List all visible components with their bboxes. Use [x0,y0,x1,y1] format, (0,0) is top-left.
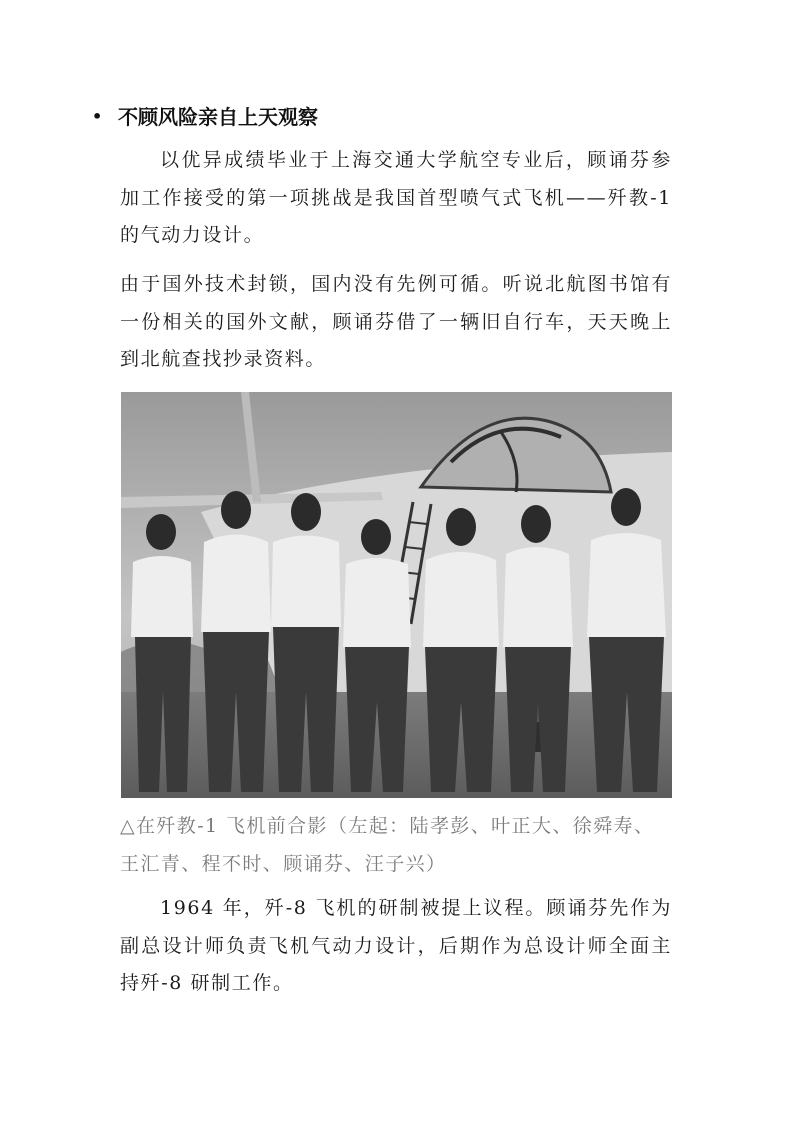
paragraph-library: 由于国外技术封锁，国内没有先例可循。听说北航图书馆有一份相关的国外文献，顾诵芬借了一辆旧自行车，天天晚上到北航查找抄录资料。 [120,273,672,370]
section-heading [92,100,692,134]
section-heading-text: 不顾风险亲自上天观察 [118,105,318,129]
group-photo [121,392,672,798]
paragraph-graduation: 以优异成绩毕业于上海交通大学航空专业后，顾诵芬参加工作接受的第一项挑战是我国首型喷气式飞机——歼教-1 的气动力设计。 [120,149,672,246]
paragraph-j8: 1964 年，歼-8 飞机的研制被提上议程。顾诵芬先作为副总设计师负责飞机气动力设计，后期作为总设计师全面主持歼-8 研制工作。 [120,897,672,994]
bullet-icon: • [92,107,103,126]
photo-caption: △在歼教-1 飞机前合影（左起：陆孝彭、叶正大、徐舜寿、王汇青、程不时、顾诵芬、汪子兴） [120,815,655,875]
